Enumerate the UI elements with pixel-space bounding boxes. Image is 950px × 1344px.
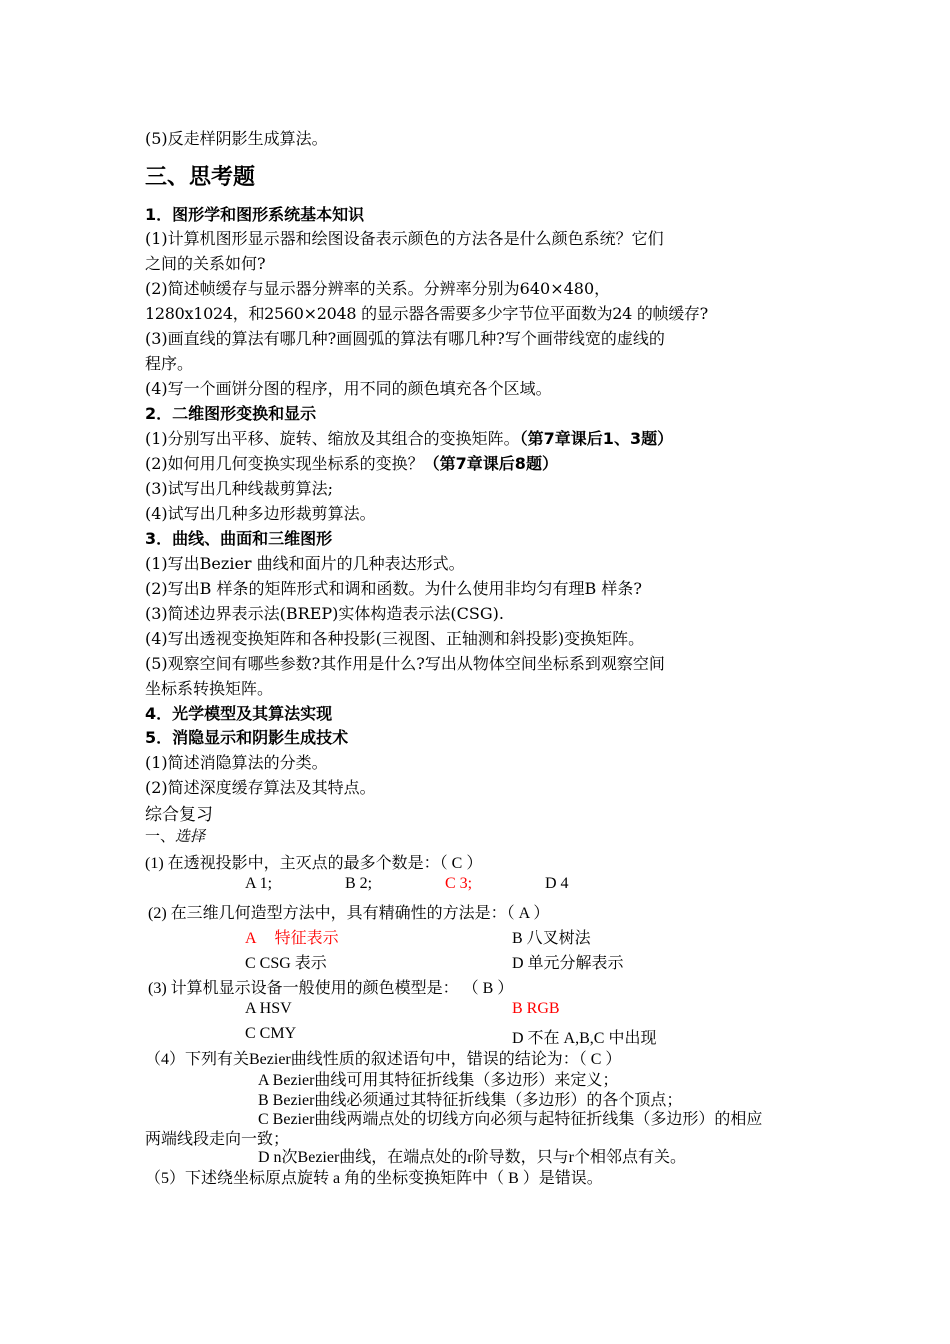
body-text: (1)分别写出平移、旋转、缩放及其组合的变换矩阵。 — [145, 429, 520, 448]
option-b: B 2; — [345, 875, 373, 892]
option-c-continuation: 两端线段走向一致； — [145, 1131, 290, 1148]
body-text: 之间的关系如何? — [145, 254, 266, 273]
chapter-reference: （第7章课后1、3题） — [519, 429, 674, 448]
review-heading: 综合复习 — [145, 805, 213, 825]
option-text: 特征表示 — [274, 930, 339, 947]
option-a: A 1; — [245, 875, 273, 892]
option-b: B Bezier曲线必须通过其特征折线集（多边形）的各个顶点； — [258, 1092, 683, 1109]
body-line — [145, 451, 558, 474]
body-text: (5)反走样阴影生成算法。 — [145, 129, 328, 148]
body-text: 坐标系转换矩阵。 — [145, 679, 274, 698]
section-heading: 三、思考题 — [145, 165, 256, 190]
option-a: A Bezier曲线可用其特征折线集（多边形）来定义； — [258, 1072, 619, 1089]
question-stem: (2) 在三维几何造型方法中，具有精确性的方法是：（ A ） — [148, 905, 550, 922]
question-stem: (3) 计算机显示设备一般使用的颜色模型是： （ B ） — [148, 980, 514, 997]
option-c: C Bezier曲线两端点处的切线方向必须与起特征折线集（多边形）的相应 — [258, 1111, 763, 1128]
body-line — [145, 426, 673, 449]
option-b: B 八叉树法 — [512, 930, 591, 947]
choice-section-heading — [145, 825, 205, 846]
body-text: (1)简述消隐算法的分类。 — [145, 753, 328, 772]
question-stem: （5）下述绕坐标原点旋转 a 角的坐标变换矩阵中（ B ）是错误。 — [145, 1170, 603, 1187]
chapter-reference: （第7章课后8题） — [423, 454, 558, 473]
option-c: C CMY — [245, 1025, 297, 1042]
question-stem: (1) 在透视投影中，主灭点的最多个数是：（ C ） — [145, 855, 483, 872]
body-text: 程序。 — [145, 354, 194, 373]
subsection-heading: 1．图形学和图形系统基本知识 — [145, 205, 365, 224]
option-b-correct: B RGB — [512, 1000, 560, 1017]
option-d: D 不在 A,B,C 中出现 — [512, 1030, 657, 1047]
body-text: (2)简述帧缓存与显示器分辨率的关系。分辨率分别为640×480， — [145, 279, 611, 298]
body-text: (2)如何用几何变换实现坐标系的变换？ — [145, 454, 424, 473]
subsection-heading: 2．二维图形变换和显示 — [145, 404, 317, 423]
option-letter: A — [245, 930, 257, 947]
body-text: (3)画直线的算法有哪几种?画圆弧的算法有哪几种?写个画带线宽的虚线的 — [145, 329, 665, 348]
option-d: D n次Bezier曲线，在端点处的r阶导数，只与r个相邻点有关。 — [258, 1149, 686, 1166]
option-c-correct: C 3; — [445, 875, 473, 892]
body-text: (1)计算机图形显示器和绘图设备表示颜色的方法各是什么颜色系统？它们 — [145, 229, 664, 248]
body-text: 1280x1024，和2560×2048 的显示器各需要多少字节位平面数为24 的帧缓存? — [145, 304, 708, 323]
section-number: 一、 — [145, 829, 176, 845]
option-c: C CSG 表示 — [245, 955, 327, 972]
section-title: 选择 — [175, 829, 206, 845]
body-text: (1)写出Bezier 曲线和面片的几种表达形式。 — [145, 554, 465, 573]
body-text: (3)简述边界表示法(BREP)实体构造表示法(CSG). — [145, 604, 504, 623]
body-text: (3)试写出几种线裁剪算法; — [145, 479, 334, 498]
subsection-heading: 4．光学模型及其算法实现 — [145, 704, 333, 723]
body-text: (4)写一个画饼分图的程序，用不同的颜色填充各个区域。 — [145, 379, 552, 398]
question-stem: （4）下列有关Bezier曲线性质的叙述语句中，错误的结论为：（ C ） — [145, 1051, 622, 1068]
subsection-heading: 3．曲线、曲面和三维图形 — [145, 529, 333, 548]
body-text: (2)简述深度缓存算法及其特点。 — [145, 778, 376, 797]
option-d: D 4 — [545, 875, 569, 892]
body-text: (4)写出透视变换矩阵和各种投影(三视图、正轴测和斜投影)变换矩阵。 — [145, 629, 645, 648]
option-d: D 单元分解表示 — [512, 955, 624, 972]
option-a: A HSV — [245, 1000, 292, 1017]
option-a-correct — [245, 925, 339, 948]
subsection-heading: 5．消隐显示和阴影生成技术 — [145, 728, 349, 747]
body-text: (5)观察空间有哪些参数?其作用是什么?写出从物体空间坐标系到观察空间 — [145, 654, 665, 673]
body-text: (4)试写出几种多边形裁剪算法。 — [145, 504, 376, 523]
body-text: (2)写出B 样条的矩阵形式和调和函数。为什么使用非均匀有理B 样条? — [145, 579, 642, 598]
